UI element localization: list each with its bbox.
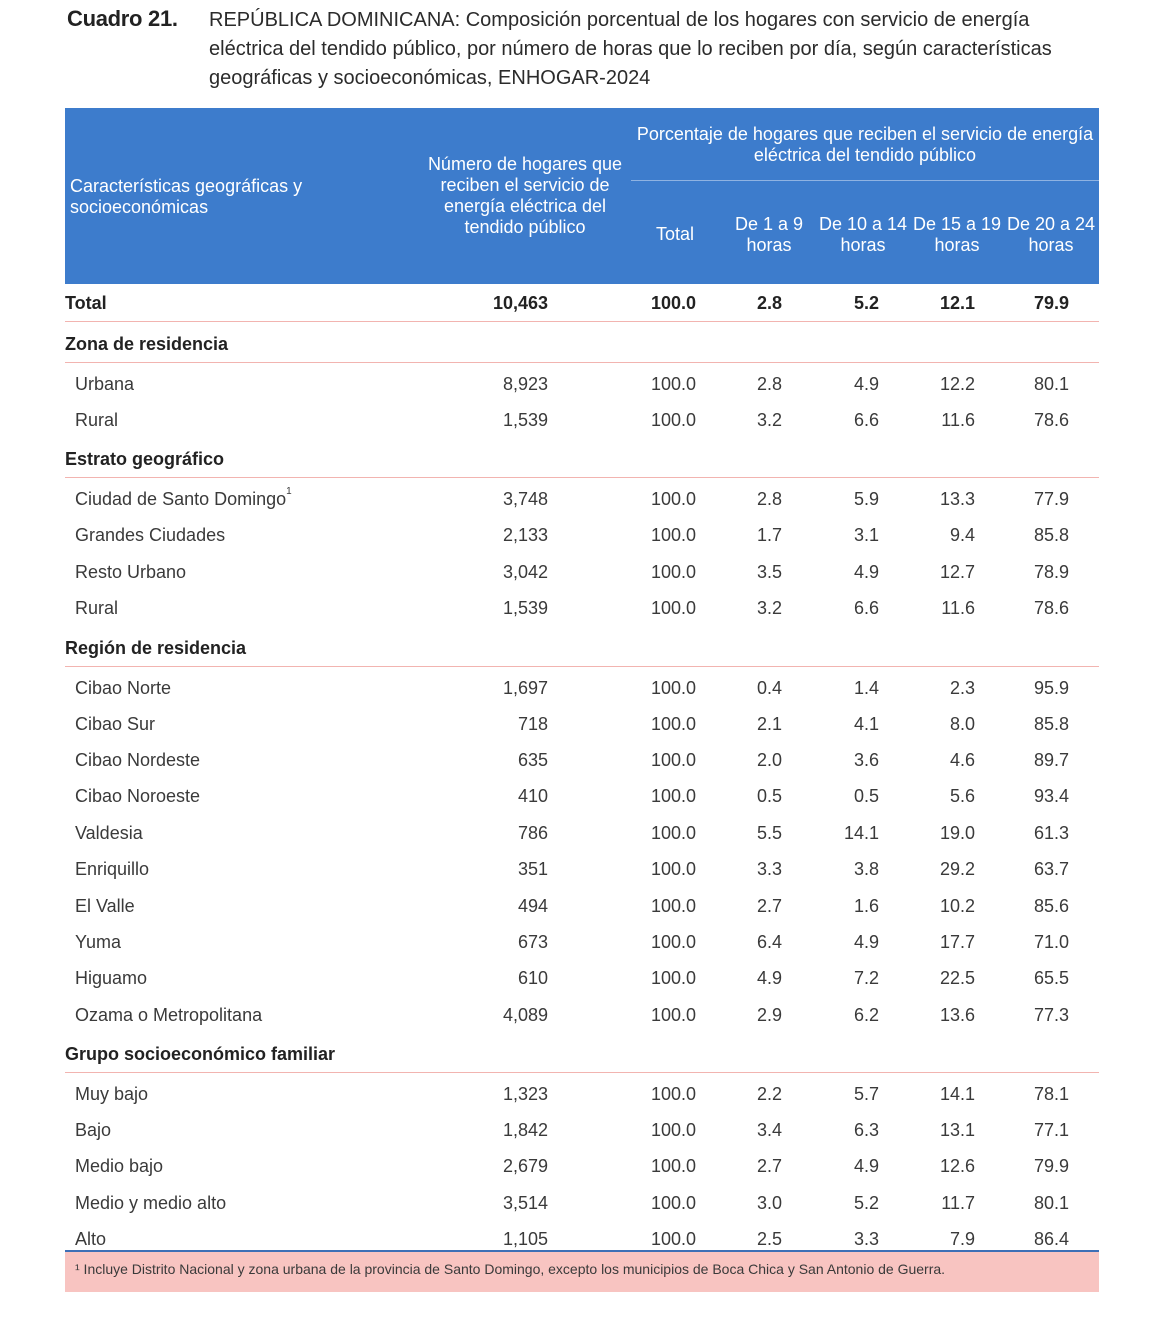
section-header <box>65 437 1099 478</box>
cell-total: 100.0 <box>650 749 696 770</box>
cell-1-9: 4.9 <box>756 968 782 989</box>
cell-households: 410 <box>517 786 548 807</box>
cell-1-9: 2.2 <box>756 1084 782 1105</box>
cell-10-14: 4.9 <box>853 561 879 582</box>
cell-15-19: 11.7 <box>941 1192 975 1213</box>
cell-total: 100.0 <box>650 822 696 843</box>
row-label <box>75 374 134 395</box>
header-total: Total <box>655 224 695 244</box>
cell-10-14: 4.1 <box>853 713 879 734</box>
cell-20-24: 78.6 <box>1033 410 1069 430</box>
cell-1-9: 3.2 <box>756 598 782 619</box>
cell-20-24: 63.7 <box>1033 859 1069 880</box>
cell-20-24: 80.1 <box>1033 1192 1069 1213</box>
row-label <box>75 750 200 771</box>
cell-1-9: 2.8 <box>756 374 782 394</box>
cell-1-9: 1.7 <box>756 525 782 546</box>
cell-15-19: 8.0 <box>949 713 975 734</box>
cell-total: 100.0 <box>650 713 696 734</box>
cell-20-24: 77.1 <box>1033 1120 1069 1141</box>
cell-20-24: 78.6 <box>1033 598 1069 619</box>
cell-10-14: 4.9 <box>853 374 879 394</box>
row-label-text: Valdesia <box>75 822 143 843</box>
cell-20-24: 61.3 <box>1033 822 1069 843</box>
cell-10-14: 1.4 <box>853 677 879 698</box>
table-row <box>65 959 1099 995</box>
cell-total: 100.0 <box>650 895 696 916</box>
cell-20-24: 85.6 <box>1033 895 1069 916</box>
table-row <box>65 363 1099 401</box>
cell-households: 1,539 <box>502 598 548 619</box>
cell-1-9: 2.9 <box>756 1004 782 1025</box>
cell-1-9: 2.7 <box>756 1156 782 1177</box>
row-label <box>75 714 155 735</box>
section-title: Grupo socioeconómico familiar <box>65 1044 336 1065</box>
header-percentage-group: Porcentaje de hogares que reciben el servicio de energía eléctrica del tendido público <box>636 124 1094 165</box>
cell-10-14: 3.6 <box>853 749 879 770</box>
cell-1-9: 2.5 <box>756 1229 782 1250</box>
table-row <box>65 996 1099 1032</box>
table-row <box>65 887 1099 923</box>
row-label <box>75 1084 148 1105</box>
cell-total: 100.0 <box>650 1120 696 1141</box>
row-label <box>75 1193 226 1214</box>
cell-10-14: 0.5 <box>853 786 879 807</box>
cell-10-14: 6.3 <box>853 1120 879 1141</box>
table-row <box>65 1111 1099 1147</box>
row-label <box>75 678 171 699</box>
row-label <box>75 486 292 510</box>
cell-total: 100.0 <box>650 859 696 880</box>
cell-15-19: 7.9 <box>949 1229 975 1250</box>
cell-1-9: 2.1 <box>756 713 782 734</box>
cell-households: 1,697 <box>502 677 548 698</box>
cell-total: 100.0 <box>650 1229 696 1250</box>
cell-10-14: 6.2 <box>853 1004 879 1025</box>
footnote-marker: 1 <box>286 486 292 498</box>
cell-households: 3,042 <box>502 561 548 582</box>
cell-15-19: 13.1 <box>939 1120 975 1141</box>
cell-total: 100.0 <box>650 677 696 698</box>
cell-total: 100.0 <box>650 374 696 394</box>
cell-total: 100.0 <box>650 561 696 582</box>
row-label-text: Rural <box>75 598 119 619</box>
cell-households: 1,323 <box>502 1084 548 1105</box>
cell-15-19: 14.1 <box>939 1084 975 1105</box>
cell-20-24: 77.3 <box>1033 1004 1069 1025</box>
row-label-text: Cibao Nordeste <box>75 749 201 770</box>
row-label-text: Alto <box>75 1229 107 1250</box>
cell-10-14: 6.6 <box>853 598 879 619</box>
cell-1-9: 3.4 <box>756 1120 782 1141</box>
cell-15-19: 11.6 <box>941 598 975 619</box>
cell-total: 100.0 <box>650 598 696 619</box>
cell-1-9: 5.5 <box>756 822 782 843</box>
cell-households: 1,105 <box>502 1229 548 1250</box>
row-label-text: Ciudad de Santo Domingo <box>75 489 287 510</box>
header-col-20-24-hours: De 20 a 24 horas <box>1006 214 1096 255</box>
table-row <box>65 777 1099 813</box>
cell-15-19: 13.3 <box>939 489 975 510</box>
row-label-text: Resto Urbano <box>75 561 187 582</box>
cell-20-24: 65.5 <box>1033 968 1069 989</box>
cell-10-14: 6.6 <box>853 410 879 430</box>
cell-20-24: 86.4 <box>1033 1229 1069 1250</box>
cell-10-14: 3.8 <box>853 859 879 880</box>
cell-20-24: 78.1 <box>1033 1084 1069 1105</box>
cell-15-19: 12.2 <box>939 374 975 394</box>
cell-1-9: 3.5 <box>756 561 782 582</box>
cell-1-9: 2.7 <box>756 895 782 916</box>
cell-15-19: 19.0 <box>939 822 975 843</box>
cell-10-14: 5.2 <box>853 1192 879 1213</box>
section-title: Zona de residencia <box>65 334 229 354</box>
row-label <box>75 598 118 619</box>
row-label <box>75 1156 163 1177</box>
cell-1-9: 0.4 <box>756 677 782 698</box>
header-col-1-9-hours: De 1 a 9 horas <box>734 214 804 255</box>
cell-1-9: 3.2 <box>756 410 782 430</box>
cell-total: 100.0 <box>650 1156 696 1177</box>
cell-20-24: 89.7 <box>1033 749 1069 770</box>
row-label <box>75 896 135 917</box>
cell-20-24: 80.1 <box>1033 374 1069 394</box>
section-title: Estrato geográfico <box>65 449 225 470</box>
cell-10-14: 5.2 <box>853 293 879 313</box>
cell-total: 100.0 <box>650 525 696 546</box>
row-label-text: Higuamo <box>75 968 148 989</box>
section-header <box>65 322 1099 363</box>
cell-15-19: 12.7 <box>939 561 975 582</box>
cell-15-19: 4.6 <box>949 749 975 770</box>
row-label <box>75 968 147 989</box>
cell-households: 1,539 <box>502 410 548 430</box>
cell-households: 718 <box>517 713 548 734</box>
cell-10-14: 1.6 <box>853 895 879 916</box>
table-row <box>65 667 1099 705</box>
section-header <box>65 626 1099 667</box>
cell-20-24: 78.9 <box>1033 561 1069 582</box>
header-col-10-14-hours: De 10 a 14 horas <box>818 214 908 255</box>
row-label <box>75 932 121 953</box>
cell-total: 100.0 <box>650 968 696 989</box>
cell-10-14: 3.3 <box>853 1229 879 1250</box>
cell-households: 1,842 <box>502 1120 548 1141</box>
cell-total: 100.0 <box>650 1192 696 1213</box>
cell-20-24: 85.8 <box>1033 525 1069 546</box>
row-label-text: Grandes Ciudades <box>75 525 226 546</box>
cell-total: 100.0 <box>650 1084 696 1105</box>
cell-total: 100.0 <box>650 410 696 430</box>
row-label-text: Cibao Sur <box>75 713 156 734</box>
row-label-text: Urbana <box>75 374 135 394</box>
table-row <box>65 850 1099 886</box>
row-label <box>75 823 143 844</box>
row-label-text: Medio bajo <box>75 1156 164 1177</box>
cell-15-19: 2.3 <box>949 677 975 698</box>
cell-10-14: 3.1 <box>853 525 879 546</box>
row-label-text: Cibao Norte <box>75 677 172 698</box>
cell-households: 4,089 <box>502 1004 548 1025</box>
footnote-text: ¹ Incluye Distrito Nacional y zona urbana de la provincia de Santo Domingo, excepto los municipios de Boca Chica y San Antonio de Guerra. <box>75 1261 946 1277</box>
table-row <box>65 741 1099 777</box>
table-row <box>65 705 1099 741</box>
total-row <box>65 284 1099 322</box>
cell-total: 100.0 <box>650 931 696 952</box>
table-row <box>65 553 1099 589</box>
header-households: Número de hogares que reciben el servicio de energía eléctrica del tendido público <box>427 154 623 237</box>
row-label <box>75 1005 262 1026</box>
row-label-text: Muy bajo <box>75 1084 149 1105</box>
cell-15-19: 13.6 <box>939 1004 975 1025</box>
cell-10-14: 5.7 <box>853 1084 879 1105</box>
row-label <box>75 859 149 880</box>
cell-total: 100.0 <box>650 1004 696 1025</box>
row-label <box>75 562 186 583</box>
cell-households: 351 <box>517 859 548 880</box>
cell-15-19: 11.6 <box>941 410 975 430</box>
table-row <box>65 1184 1099 1220</box>
cell-15-19: 29.2 <box>939 859 975 880</box>
cell-10-14: 5.9 <box>853 489 879 510</box>
cell-households: 10,463 <box>492 293 548 313</box>
table-number: Cuadro 21. <box>67 6 178 31</box>
cell-20-24: 85.8 <box>1033 713 1069 734</box>
cell-20-24: 71.0 <box>1033 931 1069 952</box>
cell-total: 100.0 <box>650 293 696 313</box>
row-label <box>75 1120 111 1141</box>
cell-households: 786 <box>517 822 548 843</box>
header-col-15-19-hours: De 15 a 19 horas <box>912 214 1002 255</box>
cell-20-24: 95.9 <box>1033 677 1069 698</box>
cell-households: 3,514 <box>502 1192 548 1213</box>
cell-10-14: 14.1 <box>843 822 879 843</box>
row-label-text: Ozama o Metropolitana <box>75 1004 263 1025</box>
cell-20-24: 77.9 <box>1033 489 1069 510</box>
cell-15-19: 12.1 <box>939 293 975 313</box>
row-label <box>75 410 118 431</box>
cell-15-19: 12.6 <box>939 1156 975 1177</box>
table-row <box>65 589 1099 625</box>
table-header <box>65 108 1099 284</box>
cell-1-9: 2.8 <box>756 489 782 510</box>
cell-1-9: 3.3 <box>756 859 782 880</box>
cell-20-24: 79.9 <box>1033 1156 1069 1177</box>
cell-households: 610 <box>517 968 548 989</box>
cell-households: 2,679 <box>502 1156 548 1177</box>
cell-households: 494 <box>517 895 548 916</box>
cell-total: 100.0 <box>650 786 696 807</box>
row-label <box>75 786 200 807</box>
row-label-text: Bajo <box>75 1120 112 1141</box>
table-row <box>65 401 1099 437</box>
cell-20-24: 93.4 <box>1033 786 1069 807</box>
row-label-text: Rural <box>75 410 119 430</box>
section-title: Región de residencia <box>65 637 247 658</box>
row-label <box>75 1229 106 1250</box>
footnote <box>65 1252 1099 1292</box>
cell-15-19: 9.4 <box>949 525 975 546</box>
table-row <box>65 1073 1099 1111</box>
table-row <box>65 516 1099 552</box>
cell-households: 673 <box>517 931 548 952</box>
table-row <box>65 923 1099 959</box>
cell-20-24: 79.9 <box>1033 293 1069 313</box>
row-label-text: Yuma <box>75 931 122 952</box>
row-label <box>75 525 225 546</box>
header-divider <box>631 180 1099 181</box>
table-row <box>65 478 1099 516</box>
cell-1-9: 2.0 <box>756 749 782 770</box>
cell-10-14: 4.9 <box>853 931 879 952</box>
row-label-text: Medio y medio alto <box>75 1192 227 1213</box>
cell-10-14: 4.9 <box>853 1156 879 1177</box>
cell-total: 100.0 <box>650 489 696 510</box>
table-title: REPÚBLICA DOMINICANA: Composición porcentual de los hogares con servicio de energía eléctrica del tendido público, por número de horas que lo reciben por día, según características geográficas y socioeconómicas, ENHOGAR-2024 <box>209 9 1052 89</box>
cell-10-14: 7.2 <box>853 968 879 989</box>
cell-households: 635 <box>517 749 548 770</box>
cell-households: 8,923 <box>502 374 548 394</box>
table-body <box>65 284 1099 1257</box>
cell-households: 2,133 <box>502 525 548 546</box>
row-label-text: Cibao Noroeste <box>75 786 201 807</box>
row-label-text: Enriquillo <box>75 859 150 880</box>
cell-15-19: 5.6 <box>949 786 975 807</box>
row-label-text: El Valle <box>75 895 135 916</box>
cell-15-19: 22.5 <box>939 968 975 989</box>
cell-15-19: 10.2 <box>939 895 975 916</box>
table-row <box>65 1147 1099 1183</box>
cell-1-9: 0.5 <box>756 786 782 807</box>
section-header <box>65 1032 1099 1073</box>
cell-15-19: 17.7 <box>939 931 975 952</box>
row-label: Total <box>65 293 107 313</box>
cell-households: 3,748 <box>502 489 548 510</box>
cell-1-9: 6.4 <box>756 931 782 952</box>
table-row <box>65 814 1099 850</box>
cell-1-9: 3.0 <box>756 1192 782 1213</box>
header-characteristics: Características geográficas y socioeconómicas <box>70 176 303 217</box>
cell-1-9: 2.8 <box>756 293 782 313</box>
